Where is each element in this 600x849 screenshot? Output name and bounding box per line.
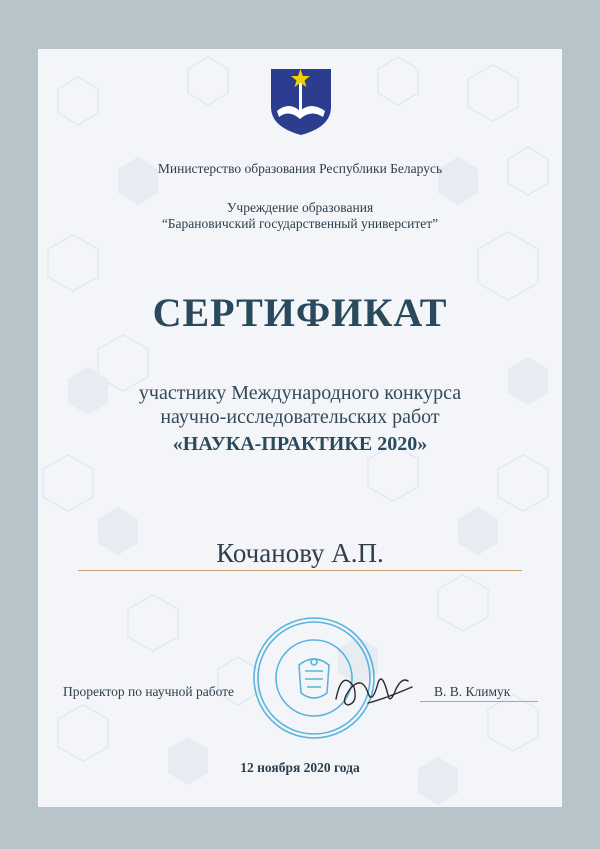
subtitle-line-2: научно-исследовательских работ	[160, 406, 440, 428]
institution-name: “Барановичский государственный университет”	[161, 216, 439, 231]
recipient-name: Кочанову А.П.	[216, 538, 384, 568]
signature-underline	[420, 701, 538, 702]
ministry-name: Министерство образования Республики Беларусь	[157, 161, 443, 176]
signatory-position: Проректор по научной работе	[63, 684, 235, 699]
certificate-title: СЕРТИФИКАТ	[152, 290, 448, 335]
recipient-underline	[78, 570, 522, 571]
institution-type: Учреждение образования	[226, 200, 374, 215]
contest-name: «НАУКА-ПРАКТИКЕ 2020»	[172, 433, 428, 455]
signature-icon	[328, 659, 418, 719]
subtitle-line-1: участнику Международного конкурса	[138, 382, 462, 404]
certificate-sheet	[38, 49, 562, 807]
university-emblem-icon	[267, 63, 335, 137]
issue-date: 12 ноября 2020 года	[240, 760, 360, 775]
signatory-name: В. В. Климук	[434, 684, 511, 699]
